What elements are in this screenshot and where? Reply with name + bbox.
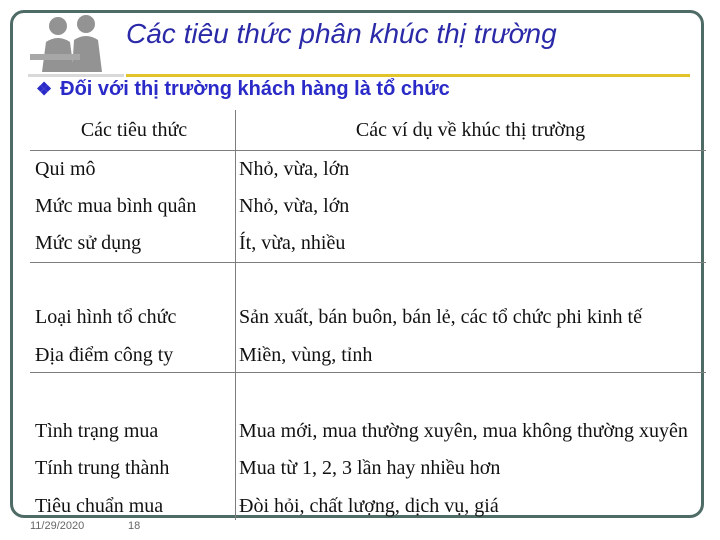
table-row xyxy=(30,374,706,450)
criterion-cell: Địa điểm công ty xyxy=(35,343,174,366)
title-underline xyxy=(126,74,690,77)
slide-title: Các tiêu thức phân khúc thị trường xyxy=(126,18,557,49)
criterion-cell: Mức sử dụng xyxy=(35,232,142,254)
slide-subtitle xyxy=(36,78,450,101)
column-header-examples: Các ví dụ về khúc thị trường xyxy=(355,118,586,141)
example-cell: Đòi hỏi, chất lượng, dịch vụ, giá xyxy=(239,494,499,517)
table-row xyxy=(30,150,706,188)
example-cell: Mua mới, mua thường xuyên, mua không thường xuyên xyxy=(239,420,688,442)
column-header-criteria: Các tiêu thức xyxy=(80,118,188,141)
example-cell: Mua từ 1, 2, 3 lần hay nhiều hơn xyxy=(239,457,501,479)
example-cell: Nhỏ, vừa, lớn xyxy=(239,157,350,180)
logo-underline xyxy=(28,74,124,77)
table-row xyxy=(30,262,706,336)
criterion-cell: Qui mô xyxy=(35,157,96,180)
table-row xyxy=(30,336,706,374)
diamond-bullet-icon: ❖ xyxy=(36,79,53,99)
business-people-logo-icon xyxy=(28,14,124,72)
example-cell: Nhỏ, vừa, lớn xyxy=(239,195,350,217)
criterion-cell: Tính trung thành xyxy=(35,457,170,479)
criterion-cell: Tiêu chuẩn mua xyxy=(35,494,164,517)
example-cell: Ít, vừa, nhiều xyxy=(239,232,346,254)
table-row xyxy=(30,188,706,225)
example-cell: Sản xuất, bán buôn, bán lẻ, các tổ chức phi kinh tế xyxy=(239,306,642,328)
example-cell: Miền, vùng, tỉnh xyxy=(239,343,373,366)
criterion-cell: Tình trạng mua xyxy=(35,420,159,442)
criterion-cell: Mức mua bình quân xyxy=(35,195,197,217)
table-row xyxy=(30,450,706,487)
footer-date: 11/29/2020 xyxy=(30,520,85,532)
table-row xyxy=(30,225,706,262)
subtitle-text: Đối với thị trường khách hàng là tổ chức xyxy=(60,78,450,100)
table-header-row xyxy=(30,110,706,150)
criterion-cell: Loại hình tổ chức xyxy=(35,306,177,328)
page-number: 18 xyxy=(128,520,141,532)
segmentation-table xyxy=(30,110,706,525)
